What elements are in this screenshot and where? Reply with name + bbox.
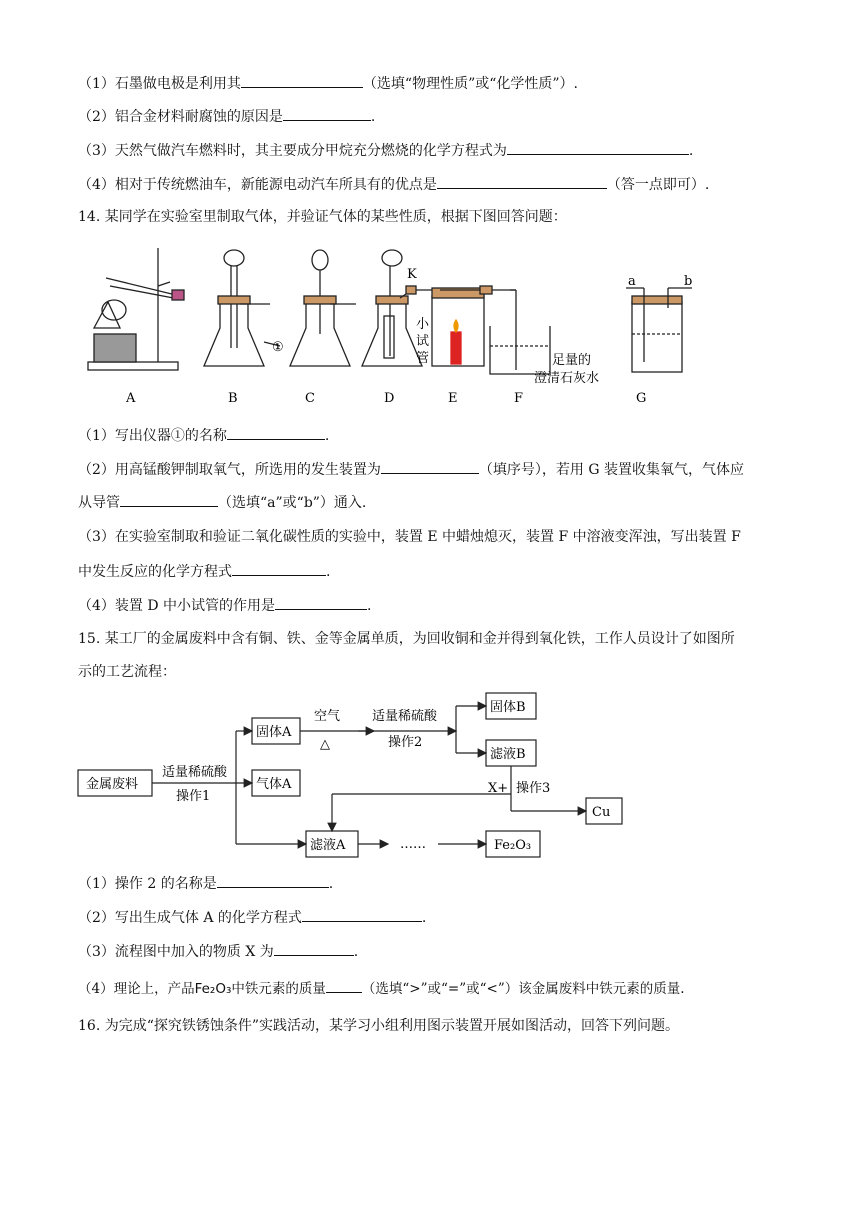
small-tube-label-3: 管 xyxy=(416,351,430,366)
q14-item-2-cont: 从导管 （选填“a”或“b”）通入. xyxy=(78,492,366,513)
node-solid-b: 固体B xyxy=(490,700,526,715)
q15-item-3: （3）流程图中加入的物质 X 为 . xyxy=(78,941,358,962)
valve-k-label: K xyxy=(407,267,417,282)
q15-title-line-2: 示的工艺流程： xyxy=(78,664,176,680)
q15-title-line-1: 15. 某工厂的金属废料中含有铜、铁、金等金属单质，为回收铜和金并得到氧化铁，工作人员设计了如图所 xyxy=(78,631,735,647)
node-cu: Cu xyxy=(592,805,611,820)
q13-item-1: （1）石墨做电极是利用其 （选填“物理性质”或“化学性质”）. xyxy=(78,73,578,94)
answer-blank[interactable] xyxy=(241,73,363,88)
instrument-1-label: ① xyxy=(272,340,284,355)
limewater-label-2: 澄清石灰水 xyxy=(534,371,600,386)
answer-blank[interactable] xyxy=(283,106,371,121)
node-filtrate-a: 滤液A xyxy=(310,838,346,853)
node-filtrate-b: 滤液B xyxy=(490,747,526,762)
q13-item-4: （4）相对于传统燃油车，新能源电动汽车所具有的优点是 （答一点即可）. xyxy=(78,174,709,195)
q16-title: 16. 为完成“探究铁锈蚀条件”实践活动，某学习小组利用图示装置开展如图活动，回答下列问题。 xyxy=(78,1018,680,1034)
apparatus-label-g: G xyxy=(636,391,647,406)
node-solid-a: 固体A xyxy=(256,725,292,740)
apparatus-label-a: A xyxy=(126,391,136,406)
label-dots: …… xyxy=(400,837,426,852)
q13-item-3: （3）天然气做汽车燃料时，其主要成分甲烷充分燃烧的化学方程式为 . xyxy=(78,140,693,161)
apparatus-label-d: D xyxy=(384,391,395,406)
q15-process-flowchart xyxy=(76,688,636,863)
label-op-1: 操作1 xyxy=(176,789,211,804)
tube-b-label: b xyxy=(684,274,693,289)
label-acid-1: 适量稀硫酸 xyxy=(162,765,228,780)
apparatus-label-c: C xyxy=(305,391,315,406)
answer-blank[interactable] xyxy=(217,873,329,888)
small-tube-label-1: 小 xyxy=(416,317,430,332)
label-op-3: 操作3 xyxy=(516,781,551,796)
label-op-2: 操作2 xyxy=(388,735,423,750)
answer-blank[interactable] xyxy=(381,459,479,474)
answer-blank[interactable] xyxy=(437,174,607,189)
label-air: 空气 xyxy=(314,709,341,724)
apparatus-label-f: F xyxy=(514,391,524,406)
answer-blank[interactable] xyxy=(302,907,422,922)
q14-item-3: （3）在实验室制取和验证二氧化碳性质的实验中，装置 E 中蜡烛熄灭，装置 F 中溶液变浑浊，写出装置 F xyxy=(78,529,741,545)
q13-item-2: （2）铝合金材料耐腐蚀的原因是 . xyxy=(78,106,375,127)
q14-item-4: （4）装置 D 中小试管的作用是 . xyxy=(78,595,372,616)
q14-item-3-cont: 中发生反应的化学方程式 . xyxy=(78,561,330,582)
answer-blank[interactable] xyxy=(274,941,354,956)
answer-blank[interactable] xyxy=(507,140,689,155)
q14-title: 14. 某同学在实验室里制取气体，并验证气体的某些性质，根据下图回答问题： xyxy=(78,209,567,225)
formula-fe2o3: Fe₂O₃ xyxy=(194,981,232,997)
answer-blank[interactable] xyxy=(227,425,325,440)
answer-blank[interactable] xyxy=(120,492,218,507)
label-heat: △ xyxy=(320,737,330,752)
tube-a-label: a xyxy=(628,274,636,289)
label-x-plus: X+ xyxy=(488,781,509,796)
q15-item-1: （1）操作 2 的名称是 . xyxy=(78,873,333,894)
apparatus-label-e: E xyxy=(448,391,458,406)
q14-item-2: （2）用高锰酸钾制取氧气，所选用的发生装置为 （填序号），若用 G 装置收集氧气，气体应 xyxy=(78,459,744,480)
answer-blank[interactable] xyxy=(326,978,362,993)
node-metal-scrap: 金属废料 xyxy=(86,777,139,792)
node-fe2o3: Fe₂O₃ xyxy=(494,838,532,853)
small-tube-label-2: 试 xyxy=(416,334,430,349)
q14-apparatus-figure xyxy=(80,238,700,408)
answer-blank[interactable] xyxy=(275,595,367,610)
apparatus-label-b: B xyxy=(228,391,238,406)
node-gas-a: 气体A xyxy=(256,777,292,792)
answer-blank[interactable] xyxy=(232,561,326,576)
q15-item-2: （2）写出生成气体 A 的化学方程式 . xyxy=(78,907,426,928)
q14-item-1: （1）写出仪器①的名称 . xyxy=(78,425,329,446)
limewater-label-1: 足量的 xyxy=(552,353,592,368)
q15-item-4: （4）理论上，产品Fe₂O₃中铁元素的质量 （选填“>”或“=”或“<”）该金属废料中铁元素的质量. xyxy=(78,978,685,999)
label-acid-2: 适量稀硫酸 xyxy=(372,709,438,724)
